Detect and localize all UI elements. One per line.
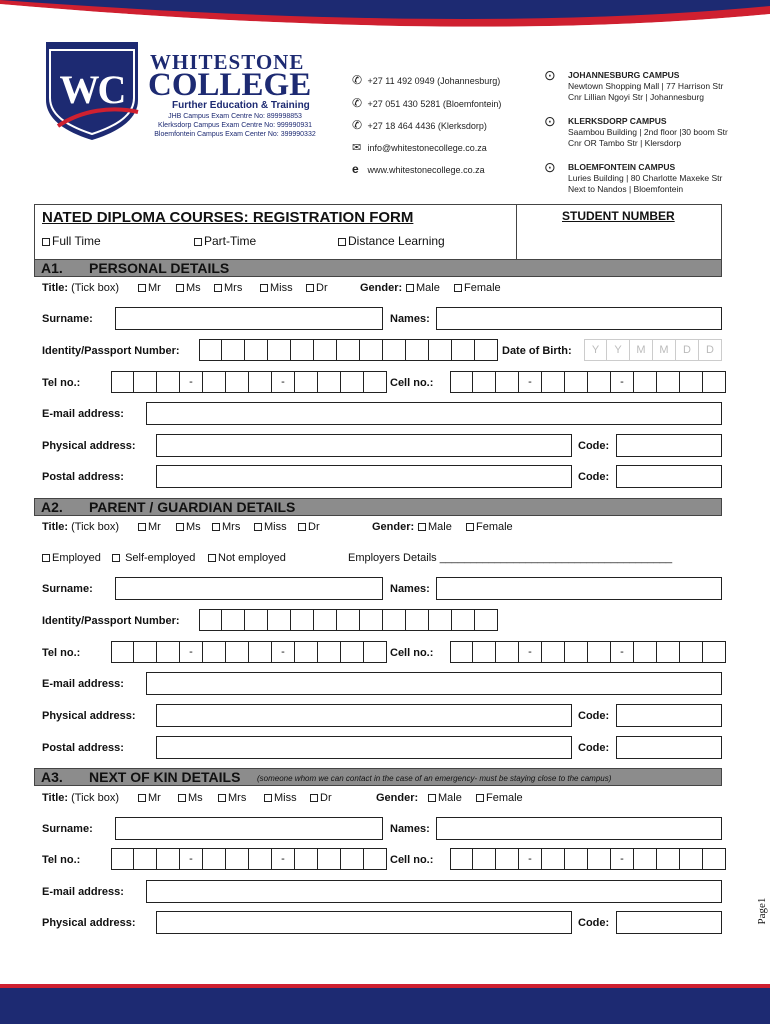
phone-icon: ✆	[352, 118, 363, 132]
a2-self-employed[interactable]: Self-employed	[112, 552, 195, 564]
a1-dob-cells[interactable]: Y Y M M D D	[584, 339, 722, 361]
a1-postal-label: Postal address:	[42, 471, 124, 483]
a1-dob-label: Date of Birth:	[502, 345, 572, 357]
location-pin-icon: ⊙	[544, 113, 556, 129]
a2-postal-code-input[interactable]	[616, 736, 722, 759]
a1-code-input[interactable]	[616, 434, 722, 457]
a2-title-miss[interactable]: Miss	[254, 521, 287, 533]
section-a3-header: A3. NEXT OF KIN DETAILS (someone whom we can contact in the case of an emergency- must be staying close to the campus)	[34, 768, 722, 786]
a3-gender-female[interactable]: Female	[476, 792, 523, 804]
a1-tel-cells[interactable]: - -	[111, 371, 387, 393]
a2-title-dr[interactable]: Dr	[298, 521, 320, 533]
college-logo	[42, 40, 142, 140]
a1-postal-code-label: Code:	[578, 471, 610, 483]
a3-title-miss[interactable]: Miss	[264, 792, 297, 804]
a2-employed[interactable]: Employed	[42, 552, 101, 564]
phone-icon: ✆	[352, 73, 363, 87]
a3-cell-cells[interactable]: - -	[450, 848, 726, 870]
a2-postal-label: Postal address:	[42, 742, 124, 754]
section-a2-header: A2. PARENT / GUARDIAN DETAILS	[34, 498, 722, 516]
a2-email-label: E-mail address:	[42, 678, 124, 690]
a1-names-label: Names:	[390, 313, 430, 325]
location-pin-icon: ⊙	[544, 159, 556, 175]
a2-not-employed[interactable]: Not employed	[208, 552, 286, 564]
a3-physical-input[interactable]	[156, 911, 572, 934]
a2-id-cells[interactable]	[199, 609, 498, 631]
a3-title-ms[interactable]: Ms	[178, 792, 203, 804]
a1-physical-input[interactable]	[156, 434, 572, 457]
page-number: Page1	[756, 897, 768, 925]
a1-id-label: Identity/Passport Number:	[42, 345, 180, 357]
a1-tel-label: Tel no.:	[42, 377, 81, 389]
a2-id-label: Identity/Passport Number:	[42, 615, 180, 627]
a1-surname-input[interactable]	[115, 307, 383, 330]
a3-tel-label: Tel no.:	[42, 854, 81, 866]
a2-postal-code-label: Code:	[578, 742, 610, 754]
a3-names-input[interactable]	[436, 817, 722, 840]
a2-physical-input[interactable]	[156, 704, 572, 727]
student-number-label: STUDENT NUMBER	[562, 209, 675, 223]
a1-cell-cells[interactable]: - -	[450, 371, 726, 393]
location-pin-icon: ⊙	[544, 67, 556, 83]
a2-title-mrs[interactable]: Mrs	[212, 521, 240, 533]
mode-part-time[interactable]: Part-Time	[194, 234, 256, 248]
a1-gender-female[interactable]: Female	[454, 282, 501, 294]
a3-code-input[interactable]	[616, 911, 722, 934]
mode-distance[interactable]: Distance Learning	[338, 234, 445, 248]
web-icon: e	[352, 162, 359, 176]
logo-monogram: WC	[59, 67, 125, 112]
a2-gender-label: Gender:	[372, 521, 415, 533]
a2-gender-male[interactable]: Male	[418, 521, 452, 533]
a1-title-mr[interactable]: Mr	[138, 282, 161, 294]
a3-surname-input[interactable]	[115, 817, 383, 840]
a3-physical-label: Physical address:	[42, 917, 136, 929]
a3-title-dr[interactable]: Dr	[310, 792, 332, 804]
a2-cell-label: Cell no.:	[390, 647, 434, 659]
a3-note: (someone whom we can contact in the case of an emergency- must be staying close to the campus)	[257, 774, 612, 783]
header-swoosh	[0, 0, 770, 40]
a3-tel-cells[interactable]: - -	[111, 848, 387, 870]
a2-title-mr[interactable]: Mr	[138, 521, 161, 533]
a1-title-row: Title: (Tick box)	[42, 282, 120, 294]
a2-postal-input[interactable]	[156, 736, 572, 759]
a1-postal-input[interactable]	[156, 465, 572, 488]
a3-email-input[interactable]	[146, 880, 722, 903]
a3-surname-label: Surname:	[42, 823, 93, 835]
a2-surname-label: Surname:	[42, 583, 93, 595]
a3-title-mr[interactable]: Mr	[138, 792, 161, 804]
a3-code-label: Code:	[578, 917, 610, 929]
form-title: NATED DIPLOMA COURSES: REGISTRATION FORM	[42, 209, 414, 226]
a1-names-input[interactable]	[436, 307, 722, 330]
college-tagline: Further Education & Training	[172, 100, 310, 111]
a1-email-label: E-mail address:	[42, 408, 124, 420]
a1-code-label: Code:	[578, 440, 610, 452]
a2-surname-input[interactable]	[115, 577, 383, 600]
a1-cell-label: Cell no.:	[390, 377, 434, 389]
a2-names-input[interactable]	[436, 577, 722, 600]
a2-code-input[interactable]	[616, 704, 722, 727]
a2-names-label: Names:	[390, 583, 430, 595]
section-a1-header: A1. PERSONAL DETAILS	[34, 259, 722, 277]
a3-gender-male[interactable]: Male	[428, 792, 462, 804]
a1-surname-label: Surname:	[42, 313, 93, 325]
a3-names-label: Names:	[390, 823, 430, 835]
exam-centres: JHB Campus Exam Centre No: 899998853 Klerksdorp Campus Exam Centre No: 999990931 Bloemfontein Campus Exam Center No: 399990332	[154, 113, 316, 138]
a1-gender-male[interactable]: Male	[406, 282, 440, 294]
a1-title-mrs[interactable]: Mrs	[214, 282, 242, 294]
a2-tel-label: Tel no.:	[42, 647, 81, 659]
a3-gender-label: Gender:	[376, 792, 419, 804]
a1-email-input[interactable]	[146, 402, 722, 425]
a2-email-input[interactable]	[146, 672, 722, 695]
email-icon: ✉	[352, 141, 362, 154]
a1-title-ms[interactable]: Ms	[176, 282, 201, 294]
a2-title-row: Title: (Tick box)	[42, 521, 120, 533]
phone-icon: ✆	[352, 95, 363, 110]
a2-employers-details[interactable]: Employers Details ______________________________________	[348, 552, 673, 564]
a2-physical-label: Physical address:	[42, 710, 136, 722]
college-name-1: WHITESTONE	[150, 50, 305, 74]
a2-cell-cells[interactable]: - -	[450, 641, 726, 663]
a3-cell-label: Cell no.:	[390, 854, 434, 866]
a1-postal-code-input[interactable]	[616, 465, 722, 488]
contact-list: ✆ +27 11 492 0949 (Johannesburg) ✆ +27 051 430 5281 (Bloemfontein) ✆ +27 18 464 4436 (Klerksdorp) ✉ info@whitestonecollege.co.za e www.whitestonecollege.co.za	[352, 70, 501, 182]
college-name-2: COLLEGE	[148, 67, 312, 103]
a3-title-mrs[interactable]: Mrs	[218, 792, 246, 804]
a3-title-row: Title: (Tick box)	[42, 792, 120, 804]
footer-band	[0, 988, 770, 1024]
a2-title-ms[interactable]: Ms	[176, 521, 201, 533]
a1-title-dr[interactable]: Dr	[306, 282, 328, 294]
a1-gender-label: Gender:	[360, 282, 403, 294]
campus-list: ⊙ JOHANNESBURG CAMPUS Newtown Shopping Mall | 77 Harrison Str Cnr Lillian Ngoyi Str | Johannesburg ⊙ KLERKSDORP CAMPUS Saambou Building | 2nd floor |30 boom Str Cnr OR Tambo Str | Klersdorp ⊙ BLOEMFONTEIN CAMPUS Luries Building | 80 Charlotte Maxeke Str Next to Nandos | Bloemfontein	[544, 67, 728, 194]
a2-tel-cells[interactable]: - -	[111, 641, 387, 663]
a3-email-label: E-mail address:	[42, 886, 124, 898]
mode-full-time[interactable]: Full Time	[42, 234, 101, 248]
a1-title-miss[interactable]: Miss	[260, 282, 293, 294]
a2-gender-female[interactable]: Female	[466, 521, 513, 533]
a1-physical-label: Physical address:	[42, 440, 136, 452]
a1-id-cells[interactable]	[199, 339, 498, 361]
a2-code-label: Code:	[578, 710, 610, 722]
